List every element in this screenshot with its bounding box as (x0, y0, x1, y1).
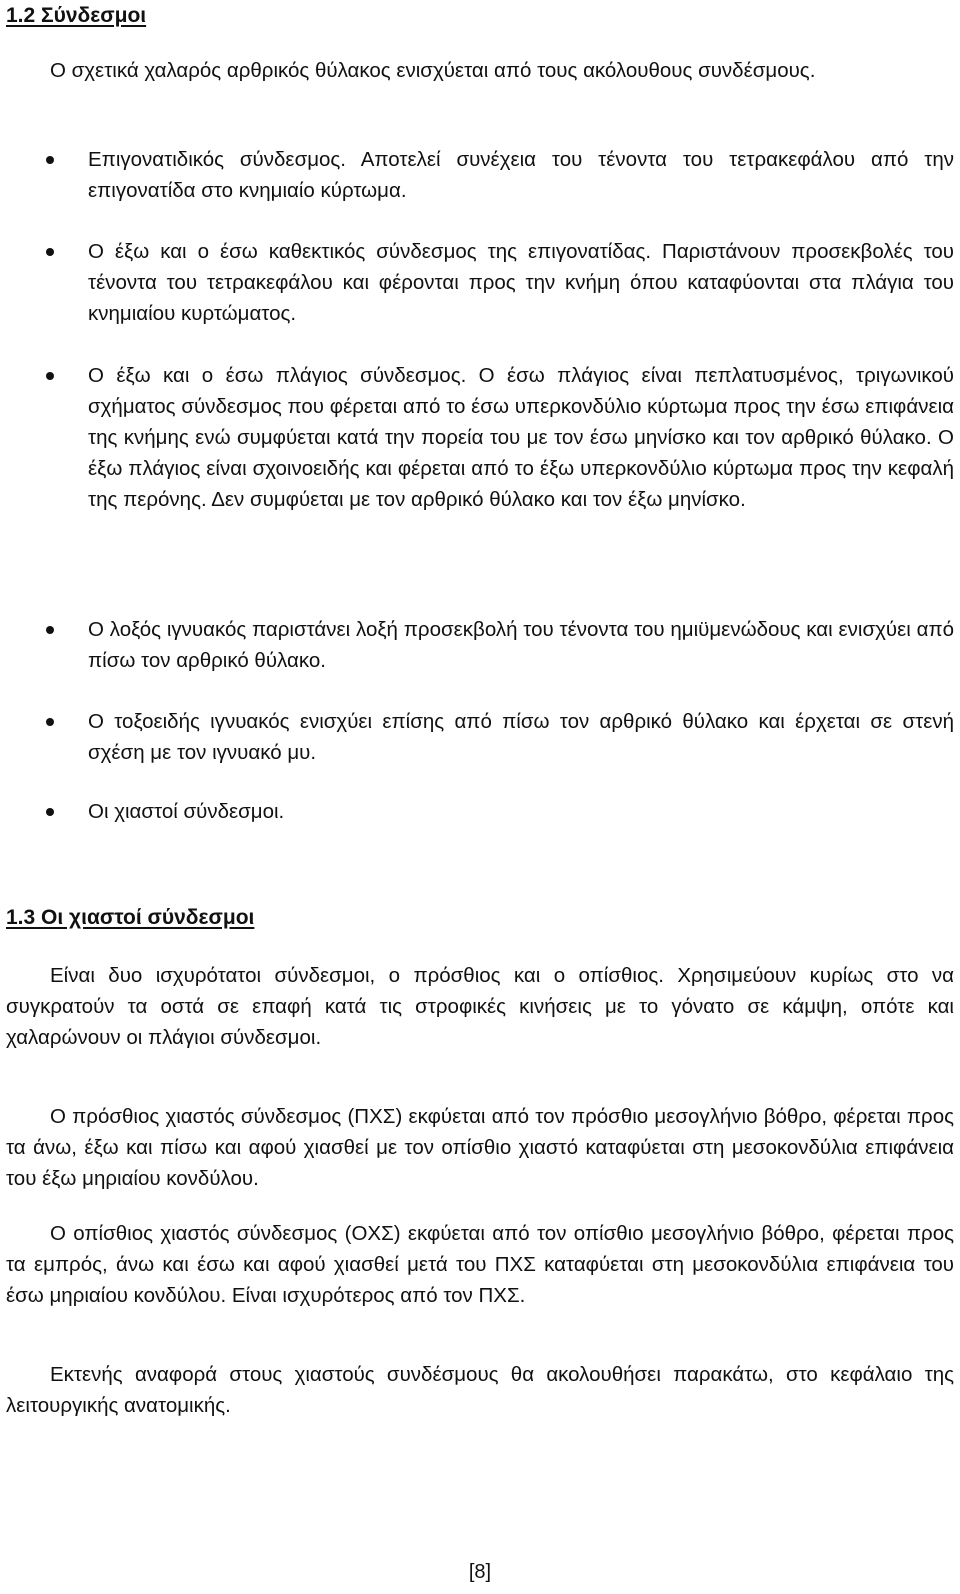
bullet-icon (46, 248, 54, 256)
list-item-text: Ο τοξοειδής ιγνυακός ενισχύει επίσης από πίσω τον αρθρικό θύλακο και έρχεται σε στενή σχέση με τον ιγνυακό μυ. (88, 710, 954, 764)
list-item (46, 796, 954, 827)
body-paragraph: Εκτενής αναφορά στους χιαστούς συνδέσμους θα ακολουθήσει παρακάτω, στο κεφάλαιο της λειτουργικής ανατομικής. (6, 1363, 954, 1417)
list-item-text: Ο λοξός ιγνυακός παριστάνει λοξή προσεκβολή του τένοντα του ημιϋμενώδους και ενισχύει από πίσω τον αρθρικό θύλακο. (88, 618, 954, 672)
list-item-text: Ο έξω και ο έσω πλάγιος σύνδεσμος. Ο έσω πλάγιος είναι πεπλατυσμένος, τριγωνικού σχήματος σύνδεσμος που φέρεται από το έσω υπερκονδύλιο κύρτωμα προς την έσω επιφάνεια της κνήμης ενώ συμφύεται κατά την πορεία του με τον έσω μηνίσκο και τον αρθρικό θύλακο. Ο έξω πλάγιος είναι σχοινοειδής και φέρεται από το έξω υπερκονδύλιο κύρτωμα προς την κεφαλή της περόνης. Δεν συμφύεται με τον αρθρικό θύλακο και τον έξω μηνίσκο. (88, 364, 954, 511)
bullet-icon (46, 372, 54, 380)
body-paragraph: Ο πρόσθιος χιαστός σύνδεσμος (ΠΧΣ) εκφύεται από τον πρόσθιο μεσογλήνιο βόθρο, φέρεται προς τα άνω, έξω και πίσω και αφού χιασθεί με τον οπίσθιο χιαστό καταφύεται στη μεσοκονδύλια επιφάνεια του έξω μηριαίου κονδύλου. (6, 1105, 954, 1190)
list-item-text: Οι χιαστοί σύνδεσμοι. (88, 800, 285, 823)
list-item (46, 236, 954, 329)
list-item (46, 360, 954, 515)
list-item (46, 706, 954, 768)
bullet-icon (46, 808, 54, 816)
list-item (46, 144, 954, 206)
section-intro-paragraph: Ο σχετικά χαλαρός αρθρικός θύλακος ενισχύεται από τους ακόλουθους συνδέσμους. (50, 59, 816, 82)
bullet-icon (46, 156, 54, 164)
list-item (46, 614, 954, 676)
bullet-icon (46, 626, 54, 634)
bullet-icon (46, 718, 54, 726)
list-item-text: Επιγονατιδικός σύνδεσμος. Αποτελεί συνέχεια του τένοντα του τετρακεφάλου από την επιγονατίδα στο κνημιαίο κύρτωμα. (88, 148, 954, 202)
list-item-text: Ο έξω και ο έσω καθεκτικός σύνδεσμος της επιγονατίδας. Παριστάνουν προσεκβολές του τένοντα του τετρακεφάλου και φέρονται προς την κνήμη όπου καταφύονται στα πλάγια του κνημιαίου κυρτώματος. (88, 240, 954, 325)
page-number: [8] (468, 1561, 492, 1583)
body-paragraph: Είναι δυο ισχυρότατοι σύνδεσμοι, ο πρόσθιος και ο οπίσθιος. Χρησιμεύουν κυρίως στο να συγκρατούν τα οστά σε επαφή κατά τις στροφικές κινήσεις με το γόνατο σε κάμψη, οπότε και χαλαρώνουν οι πλάγιοι σύνδεσμοι. (6, 964, 954, 1049)
section-heading-1-2: 1.2 Σύνδεσμοι (6, 4, 147, 27)
section-heading-1-3: 1.3 Οι χιαστοί σύνδεσμοι (6, 906, 255, 929)
body-paragraph: Ο οπίσθιος χιαστός σύνδεσμος (ΟΧΣ) εκφύεται από τον οπίσθιο μεσογλήνιο βόθρο, φέρεται προς τα εμπρός, άνω και έσω και αφού χιασθεί μετά του ΠΧΣ καταφύεται στη μεσοκονδύλια επιφάνεια του έσω μηριαίου κονδύλου. Είναι ισχυρότερος από τον ΠΧΣ. (6, 1222, 954, 1307)
